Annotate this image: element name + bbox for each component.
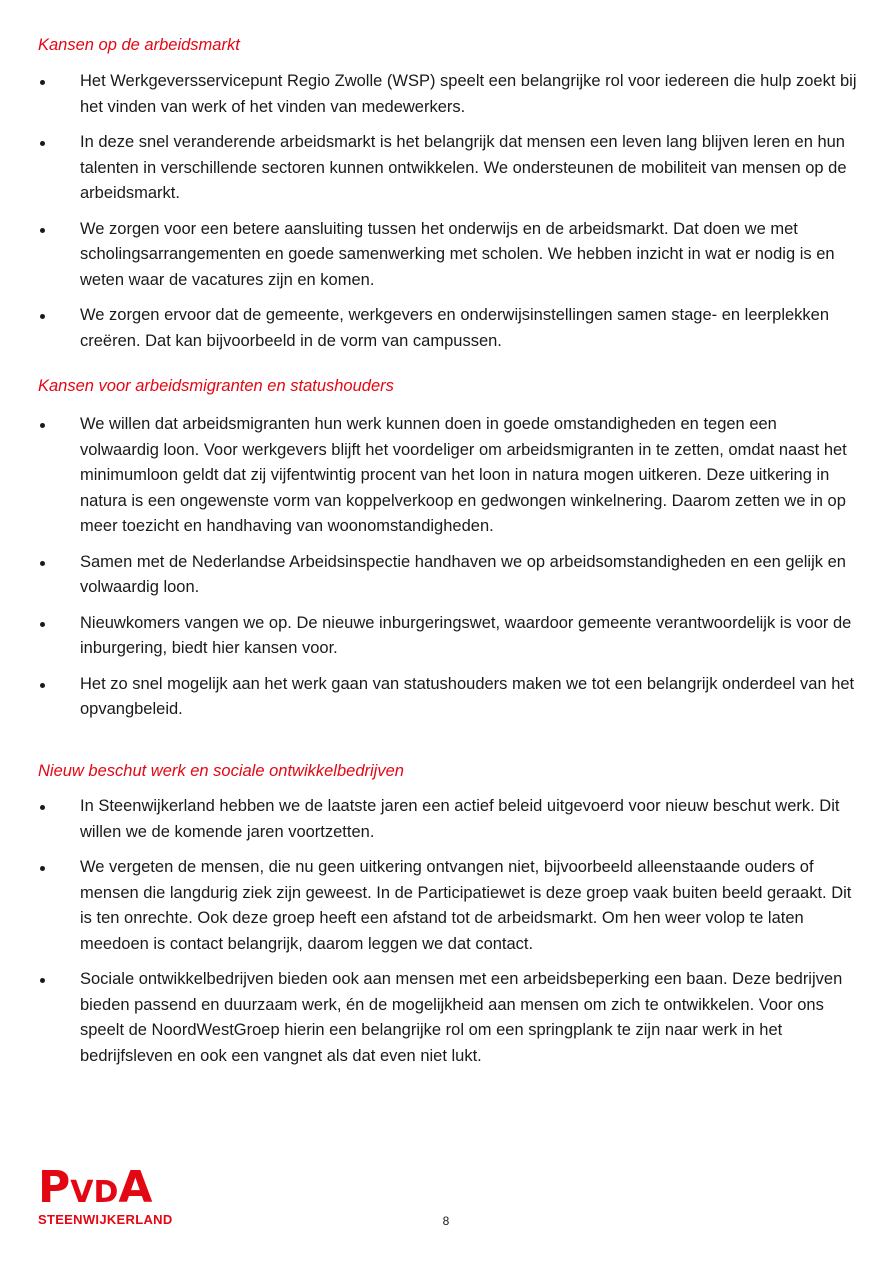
- list-item-text: Samen met de Nederlandse Arbeidsinspectie handhaven we op arbeidsomstandigheden en een gelijk en volwaardig loon.: [80, 552, 846, 596]
- list-item-text: In deze snel veranderende arbeidsmarkt is het belangrijk dat mensen een leven lang blijven leren en hun talenten in verschillende sectoren kunnen ontwikkelen. We ondersteunen de mobiliteit van mensen op de arbeidsmarkt.: [80, 133, 847, 202]
- list-item-text: Sociale ontwikkelbedrijven bieden ook aan mensen met een arbeidsbeperking een baan. Deze bedrijven bieden passend en duurzaam werk, én de mogelijkheid aan mensen om zich te ontwikkelen. Voor ons speelt de NoordWestGroep hierin een belangrijke rol om een springplank te zijn naar werk in het bedrijfsleven en ook een vangnet als dat even niet lukt.: [80, 970, 843, 1065]
- bullet-icon: [40, 561, 45, 566]
- list-item: [0, 794, 860, 845]
- list-item-text: In Steenwijkerland hebben we de laatste jaren een actief beleid uitgevoerd voor nieuw beschut werk. Dit willen we de komende jaren voortzetten.: [80, 797, 840, 841]
- list-item-text: We zorgen ervoor dat de gemeente, werkgevers en onderwijsinstellingen samen stage- en leerplekken creëren. Dat kan bijvoorbeeld in de vorm van campussen.: [80, 306, 830, 350]
- bullet-list-arbeidsmigranten-statushouders: [0, 412, 892, 723]
- bullet-list-beschut-werk: [0, 794, 892, 1069]
- list-item: [0, 967, 860, 1069]
- list-item: [0, 130, 860, 207]
- section-heading-arbeidsmigranten-statushouders: Kansen voor arbeidsmigranten en statushouders: [38, 377, 394, 395]
- bullet-icon: [40, 314, 45, 319]
- bullet-icon: [40, 228, 45, 233]
- bullet-icon: [40, 805, 45, 810]
- bullet-icon: [40, 978, 45, 983]
- bullet-icon: [40, 866, 45, 871]
- pvda-logo-text: PVDA: [38, 1162, 153, 1210]
- list-item-text: Het zo snel mogelijk aan het werk gaan van statushouders maken we tot een belangrijk onderdeel van het opvangbeleid.: [80, 674, 855, 718]
- bullet-icon: [40, 80, 45, 85]
- bullet-icon: [40, 622, 45, 627]
- bullet-icon: [40, 141, 45, 146]
- list-item: [0, 611, 860, 662]
- page-number: 8: [442, 1214, 450, 1228]
- list-item: [0, 550, 860, 601]
- list-item: [0, 412, 860, 540]
- list-item-text: We zorgen voor een betere aansluiting tussen het onderwijs en de arbeidsmarkt. Dat doen we met scholingsarrangementen en goede samenwerking met scholen. We hebben inzicht in wat er nodig is en weten waar de vacatures zijn en komen.: [80, 219, 835, 289]
- bullet-icon: [40, 423, 45, 428]
- bullet-icon: [40, 683, 45, 688]
- pvda-logo: [38, 1160, 208, 1230]
- pvda-logo-subtext: STEENWIJKERLAND: [38, 1212, 173, 1227]
- list-item: [0, 69, 860, 120]
- list-item: [0, 855, 860, 957]
- list-item-text: Het Werkgeversservicepunt Regio Zwolle (WSP) speelt een belangrijke rol voor iedereen die hulp zoekt bij het vinden van werk of het vinden van medewerkers.: [80, 72, 857, 116]
- list-item-text: We vergeten de mensen, die nu geen uitkering ontvangen niet, bijvoorbeeld alleenstaande ouders of mensen die langdurig ziek zijn geweest. In de Participatiewet is deze groep vaak buiten beeld geraakt. Dit is ten onrechte. Ook deze groep heeft een afstand tot de arbeidsmarkt. Om hen weer volop te laten meedoen is contact belangrijk, daarom leggen we dat contact.: [80, 858, 852, 953]
- pvda-logo-mark: [38, 1160, 178, 1210]
- list-item-text: We willen dat arbeidsmigranten hun werk kunnen doen in goede omstandigheden en tegen een volwaardig loon. Voor werkgevers blijft het voordeliger om arbeidsmigranten in te zetten, omdat naast het minimumloon geldt dat zij vijfentwintig procent van het loon in natura mogen uitkeren. Deze uitkering in natura is een ongewenste vorm van koppelverkoop en gedwongen winkelnering. Daarom zetten we in op meer toezicht en handhaving van woonomstandigheden.: [80, 415, 847, 535]
- bullet-list-kansen-arbeidsmarkt: [0, 69, 892, 354]
- list-item-text: Nieuwkomers vangen we op. De nieuwe inburgeringswet, waardoor gemeente verantwoordelijk is voor de inburgering, biedt hier kansen voor.: [80, 613, 852, 657]
- section-heading-beschut-werk: Nieuw beschut werk en sociale ontwikkelbedrijven: [38, 762, 404, 780]
- list-item: [0, 217, 860, 294]
- list-item: [0, 672, 860, 723]
- list-item: [0, 303, 860, 354]
- section-heading-kansen-arbeidsmarkt: Kansen op de arbeidsmarkt: [38, 36, 240, 54]
